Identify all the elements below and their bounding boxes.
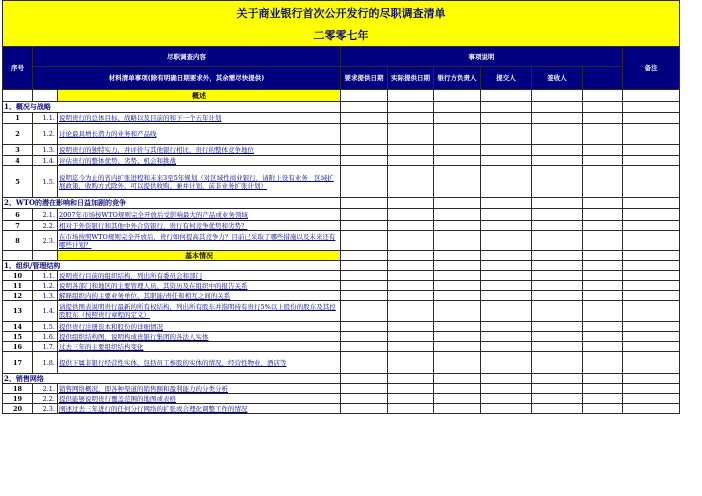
act-date-cell[interactable] [388, 384, 434, 394]
bank-owner-cell[interactable] [434, 145, 481, 156]
receiver-cell[interactable] [532, 404, 583, 414]
blank-cell[interactable] [583, 221, 623, 231]
table-row [3, 113, 680, 124]
bank-owner-cell[interactable] [434, 301, 481, 322]
blank-cell[interactable] [583, 332, 623, 342]
row-description: 说明迄今为止的省内扩张进程和未来3至5年规划（对区域性商业银行，请附上设有业务 区域扩展政策，收购方式除外，可以提供收购、兼并计划、前非业务扩张计划） [58, 166, 341, 198]
submitter-cell[interactable] [481, 394, 532, 404]
bank-owner-cell[interactable] [434, 332, 481, 342]
receiver-cell[interactable] [532, 301, 583, 322]
act-date-cell[interactable] [388, 404, 434, 414]
row-number: 17 [3, 352, 33, 374]
table-row [3, 384, 680, 394]
receiver-cell[interactable] [532, 166, 583, 198]
act-date-cell[interactable] [388, 301, 434, 322]
req-date-cell[interactable] [341, 394, 388, 404]
receiver-cell[interactable] [532, 342, 583, 352]
remarks-cell[interactable] [623, 342, 680, 352]
sheet-title: 关于商业银行首次公开发行的尽职调查清单 [3, 1, 680, 27]
blank-cell[interactable] [583, 394, 623, 404]
row-description: 相对于外资银行和其他中外合资银行，贵行有何竞争优势和劣势？ [58, 221, 341, 231]
table-row [3, 166, 680, 198]
remarks-cell[interactable] [623, 124, 680, 145]
row-number: 6 [3, 209, 33, 221]
req-date-cell[interactable] [341, 352, 388, 374]
row-number: 15 [3, 332, 33, 342]
receiver-cell[interactable] [532, 322, 583, 332]
section-heading: 2、WTO的潜在影响和日益加剧的竞争 [3, 198, 341, 209]
row-description: 讨论最具增长潜力的业务和产品线 [58, 124, 341, 145]
bank-owner-cell[interactable] [434, 113, 481, 124]
act-date-cell[interactable] [388, 231, 434, 251]
remarks-cell[interactable] [623, 113, 680, 124]
submitter-cell[interactable] [481, 322, 532, 332]
row-number: 3 [3, 145, 33, 156]
row-description: 说明贵行的独特实力，并评价与其他银行相比，贵行的整体竞争地位 [58, 145, 341, 156]
blank-cell[interactable] [583, 231, 623, 251]
act-date-cell[interactable] [388, 166, 434, 198]
submitter-cell[interactable] [481, 113, 532, 124]
receiver-cell[interactable] [532, 352, 583, 374]
req-date-cell[interactable] [341, 231, 388, 251]
row-number: 7 [3, 221, 33, 231]
submitter-cell[interactable] [481, 384, 532, 394]
receiver-cell[interactable] [532, 384, 583, 394]
act-date-cell[interactable] [388, 352, 434, 374]
act-date-cell[interactable] [388, 145, 434, 156]
header-submitter: 提交人 [481, 67, 532, 90]
header-seq: 序号 [3, 47, 33, 90]
submitter-cell[interactable] [481, 231, 532, 251]
bank-owner-cell[interactable] [434, 271, 481, 281]
req-date-cell[interactable] [341, 145, 388, 156]
receiver-cell[interactable] [532, 145, 583, 156]
blank-cell[interactable] [583, 384, 623, 394]
row-description: 请提供图表说明贵行最新的所有权结构，列出所有股东并指明持有贵行5%以上股份的股东及其控股股东（按照贵行章程的定义） [58, 301, 341, 322]
table-row [3, 342, 680, 352]
bank-owner-cell[interactable] [434, 384, 481, 394]
submitter-cell[interactable] [481, 301, 532, 322]
bank-owner-cell[interactable] [434, 124, 481, 145]
section-heading: 1、概况与战略 [3, 102, 341, 113]
remarks-cell[interactable] [623, 231, 680, 251]
table-row [3, 221, 680, 231]
req-date-cell[interactable] [341, 209, 388, 221]
blank-cell[interactable] [583, 281, 623, 291]
req-date-cell[interactable] [341, 301, 388, 322]
row-description: 2007年市场按WTO规则完全开放后受影响最大的产品或业务领域 [58, 209, 341, 221]
req-date-cell[interactable] [341, 404, 388, 414]
row-description: 提供下属非银行经营性实体，包括员工参股的实体的情况、经营性物业、酒店等 [58, 352, 341, 374]
row-description: 销售网络概况，即各种渠道的销售额和盈利能力的分类分析 [58, 384, 341, 394]
req-date-cell[interactable] [341, 124, 388, 145]
bank-owner-cell[interactable] [434, 221, 481, 231]
table-row [3, 145, 680, 156]
row-item-code: 2.3. [33, 231, 58, 251]
row-description: 说明贵行目前的组织结构，列出所有委员会和部门 [58, 271, 341, 281]
blank-cell[interactable] [583, 352, 623, 374]
row-item-code: 1.3. [33, 145, 58, 156]
header-bank-owner: 银行方负责人 [434, 67, 481, 90]
submitter-cell[interactable] [481, 281, 532, 291]
remarks-cell[interactable] [623, 156, 680, 166]
table-row [3, 231, 680, 251]
act-date-cell[interactable] [388, 271, 434, 281]
row-number: 19 [3, 394, 33, 404]
act-date-cell[interactable] [388, 209, 434, 221]
remarks-cell[interactable] [623, 404, 680, 414]
req-date-cell[interactable] [341, 166, 388, 198]
row-item-code: 1.4. [33, 301, 58, 322]
act-date-cell[interactable] [388, 394, 434, 404]
row-number: 18 [3, 384, 33, 394]
req-date-cell[interactable] [341, 384, 388, 394]
table-row [3, 209, 680, 221]
act-date-cell[interactable] [388, 332, 434, 342]
header-req-date: 要求提供日期 [341, 67, 388, 90]
row-description: 提供组织结构图，说明构成贵银行集团的各法人实体 [58, 332, 341, 342]
row-item-code: 2.2. [33, 394, 58, 404]
blank-cell[interactable] [583, 166, 623, 198]
table-row [3, 394, 680, 404]
row-item-code: 1.6. [33, 332, 58, 342]
row-item-code: 1.1. [33, 113, 58, 124]
row-item-code: 2.3. [33, 404, 58, 414]
blank-cell[interactable] [583, 156, 623, 166]
act-date-cell[interactable] [388, 124, 434, 145]
row-item-code: 1.2. [33, 124, 58, 145]
row-number: 1 [3, 113, 33, 124]
row-item-code: 2.1. [33, 384, 58, 394]
row-description: 解释组织内的主要业务单位、其职能/责任和相互之间的关系 [58, 291, 341, 301]
submitter-cell[interactable] [481, 166, 532, 198]
blank-cell[interactable] [583, 291, 623, 301]
blank-cell[interactable] [583, 124, 623, 145]
submitter-cell[interactable] [481, 271, 532, 281]
bank-owner-cell[interactable] [434, 352, 481, 374]
row-number: 2 [3, 124, 33, 145]
row-number: 4 [3, 156, 33, 166]
row-item-code: 1.1. [33, 271, 58, 281]
table-row [3, 281, 680, 291]
table-row [3, 124, 680, 145]
act-date-cell[interactable] [388, 291, 434, 301]
receiver-cell[interactable] [532, 394, 583, 404]
act-date-cell[interactable] [388, 113, 434, 124]
header-materials: 材料清单事项(除有明确日期要求外，其余需尽快提供) [33, 67, 341, 90]
act-date-cell[interactable] [388, 281, 434, 291]
submitter-cell[interactable] [481, 342, 532, 352]
receiver-cell[interactable] [532, 156, 583, 166]
row-number: 5 [3, 166, 33, 198]
bank-owner-cell[interactable] [434, 156, 481, 166]
remarks-cell[interactable] [623, 384, 680, 394]
table-row [3, 156, 680, 166]
header-remarks: 备注 [623, 47, 680, 90]
sheet-subtitle: 二零零七年 [3, 27, 680, 47]
act-date-cell[interactable] [388, 156, 434, 166]
row-number: 20 [3, 404, 33, 414]
blank-cell[interactable] [583, 145, 623, 156]
table-row [3, 352, 680, 374]
row-item-code: 1.5. [33, 166, 58, 198]
req-date-cell[interactable] [341, 332, 388, 342]
row-number: 13 [3, 301, 33, 322]
header-receiver: 签收人 [532, 67, 583, 90]
row-item-code: 2.1. [33, 209, 58, 221]
remarks-cell[interactable] [623, 322, 680, 332]
submitter-cell[interactable] [481, 209, 532, 221]
row-number: 12 [3, 291, 33, 301]
header-matters: 事项说明 [341, 47, 623, 67]
req-date-cell[interactable] [341, 281, 388, 291]
submitter-cell[interactable] [481, 124, 532, 145]
submitter-cell[interactable] [481, 145, 532, 156]
req-date-cell[interactable] [341, 271, 388, 281]
remarks-cell[interactable] [623, 352, 680, 374]
table-row [3, 332, 680, 342]
receiver-cell[interactable] [532, 221, 583, 231]
bank-owner-cell[interactable] [434, 404, 481, 414]
blank-cell[interactable] [583, 404, 623, 414]
due-diligence-sheet [2, 0, 680, 414]
row-description: 提供能够说明贵行覆盖范围的地图或表格 [58, 394, 341, 404]
bank-owner-cell[interactable] [434, 281, 481, 291]
req-date-cell[interactable] [341, 113, 388, 124]
table-row [3, 301, 680, 322]
remarks-cell[interactable] [623, 281, 680, 291]
bank-owner-cell[interactable] [434, 231, 481, 251]
remarks-cell[interactable] [623, 271, 680, 281]
row-number: 11 [3, 281, 33, 291]
remarks-cell[interactable] [623, 301, 680, 322]
remarks-cell[interactable] [623, 221, 680, 231]
row-description: 说明贵行的总体目标、战略以及目前的和下一个五年计划 [58, 113, 341, 124]
remarks-cell[interactable] [623, 332, 680, 342]
row-item-code: 1.8. [33, 352, 58, 374]
req-date-cell[interactable] [341, 342, 388, 352]
req-date-cell[interactable] [341, 221, 388, 231]
row-number: 16 [3, 342, 33, 352]
act-date-cell[interactable] [388, 342, 434, 352]
blank-cell[interactable] [583, 113, 623, 124]
header-act-date: 实际提供日期 [388, 67, 434, 90]
row-number: 14 [3, 322, 33, 332]
receiver-cell[interactable] [532, 281, 583, 291]
row-description: 说明各部门和地区的主要管理人员、其资历及在组织中的报告关系 [58, 281, 341, 291]
row-item-code: 1.4. [33, 156, 58, 166]
bank-owner-cell[interactable] [434, 166, 481, 198]
remarks-cell[interactable] [623, 145, 680, 156]
submitter-cell[interactable] [481, 156, 532, 166]
receiver-cell[interactable] [532, 113, 583, 124]
remarks-cell[interactable] [623, 166, 680, 198]
band-basic: 基本情况 [58, 251, 341, 261]
blank-cell[interactable] [583, 301, 623, 322]
remarks-cell[interactable] [623, 291, 680, 301]
submitter-cell[interactable] [481, 291, 532, 301]
row-item-code: 1.7. [33, 342, 58, 352]
row-item-code: 1.3. [33, 291, 58, 301]
remarks-cell[interactable] [623, 209, 680, 221]
row-item-code: 1.5. [33, 322, 58, 332]
row-number: 8 [3, 231, 33, 251]
band-overview: 概述 [58, 90, 341, 102]
receiver-cell[interactable] [532, 291, 583, 301]
blank-cell[interactable] [583, 342, 623, 352]
bank-owner-cell[interactable] [434, 342, 481, 352]
section-heading: 2、销售网络 [3, 374, 341, 384]
submitter-cell[interactable] [481, 352, 532, 374]
bank-owner-cell[interactable] [434, 322, 481, 332]
remarks-cell[interactable] [623, 394, 680, 404]
row-item-code: 1.2. [33, 281, 58, 291]
bank-owner-cell[interactable] [434, 291, 481, 301]
header-scope: 尽职调查内容 [33, 47, 341, 67]
table-row [3, 322, 680, 332]
table-row [3, 271, 680, 281]
blank-cell[interactable] [583, 209, 623, 221]
receiver-cell[interactable] [532, 124, 583, 145]
row-description: 过去三年的主要组织结构变化 [58, 342, 341, 352]
submitter-cell[interactable] [481, 221, 532, 231]
table-row [3, 404, 680, 414]
header-blank [583, 67, 623, 90]
row-description: 评估贵行的整体优势、劣势、机会和挑战 [58, 156, 341, 166]
req-date-cell[interactable] [341, 156, 388, 166]
req-date-cell[interactable] [341, 322, 388, 332]
act-date-cell[interactable] [388, 221, 434, 231]
blank-cell[interactable] [583, 322, 623, 332]
submitter-cell[interactable] [481, 404, 532, 414]
bank-owner-cell[interactable] [434, 394, 481, 404]
receiver-cell[interactable] [532, 332, 583, 342]
blank-cell[interactable] [583, 271, 623, 281]
row-description: 提供贵行注册资本和股份的详细情况 [58, 322, 341, 332]
row-number: 10 [3, 271, 33, 281]
table-row [3, 291, 680, 301]
bank-owner-cell[interactable] [434, 209, 481, 221]
receiver-cell[interactable] [532, 231, 583, 251]
receiver-cell[interactable] [532, 209, 583, 221]
receiver-cell[interactable] [532, 271, 583, 281]
act-date-cell[interactable] [388, 322, 434, 332]
submitter-cell[interactable] [481, 332, 532, 342]
req-date-cell[interactable] [341, 291, 388, 301]
section-heading: 1、组织/管理结构 [3, 261, 341, 271]
row-item-code: 2.2. [33, 221, 58, 231]
row-description: 阐述过去三年进行的任何分行网络的扩张或合理化调整工作的情况 [58, 404, 341, 414]
row-description: 在市场按照WTO规则完全开放后，贵行如何提高其竞争力？目前已采取了哪些措施以及未来还有哪些计划？ [58, 231, 341, 251]
